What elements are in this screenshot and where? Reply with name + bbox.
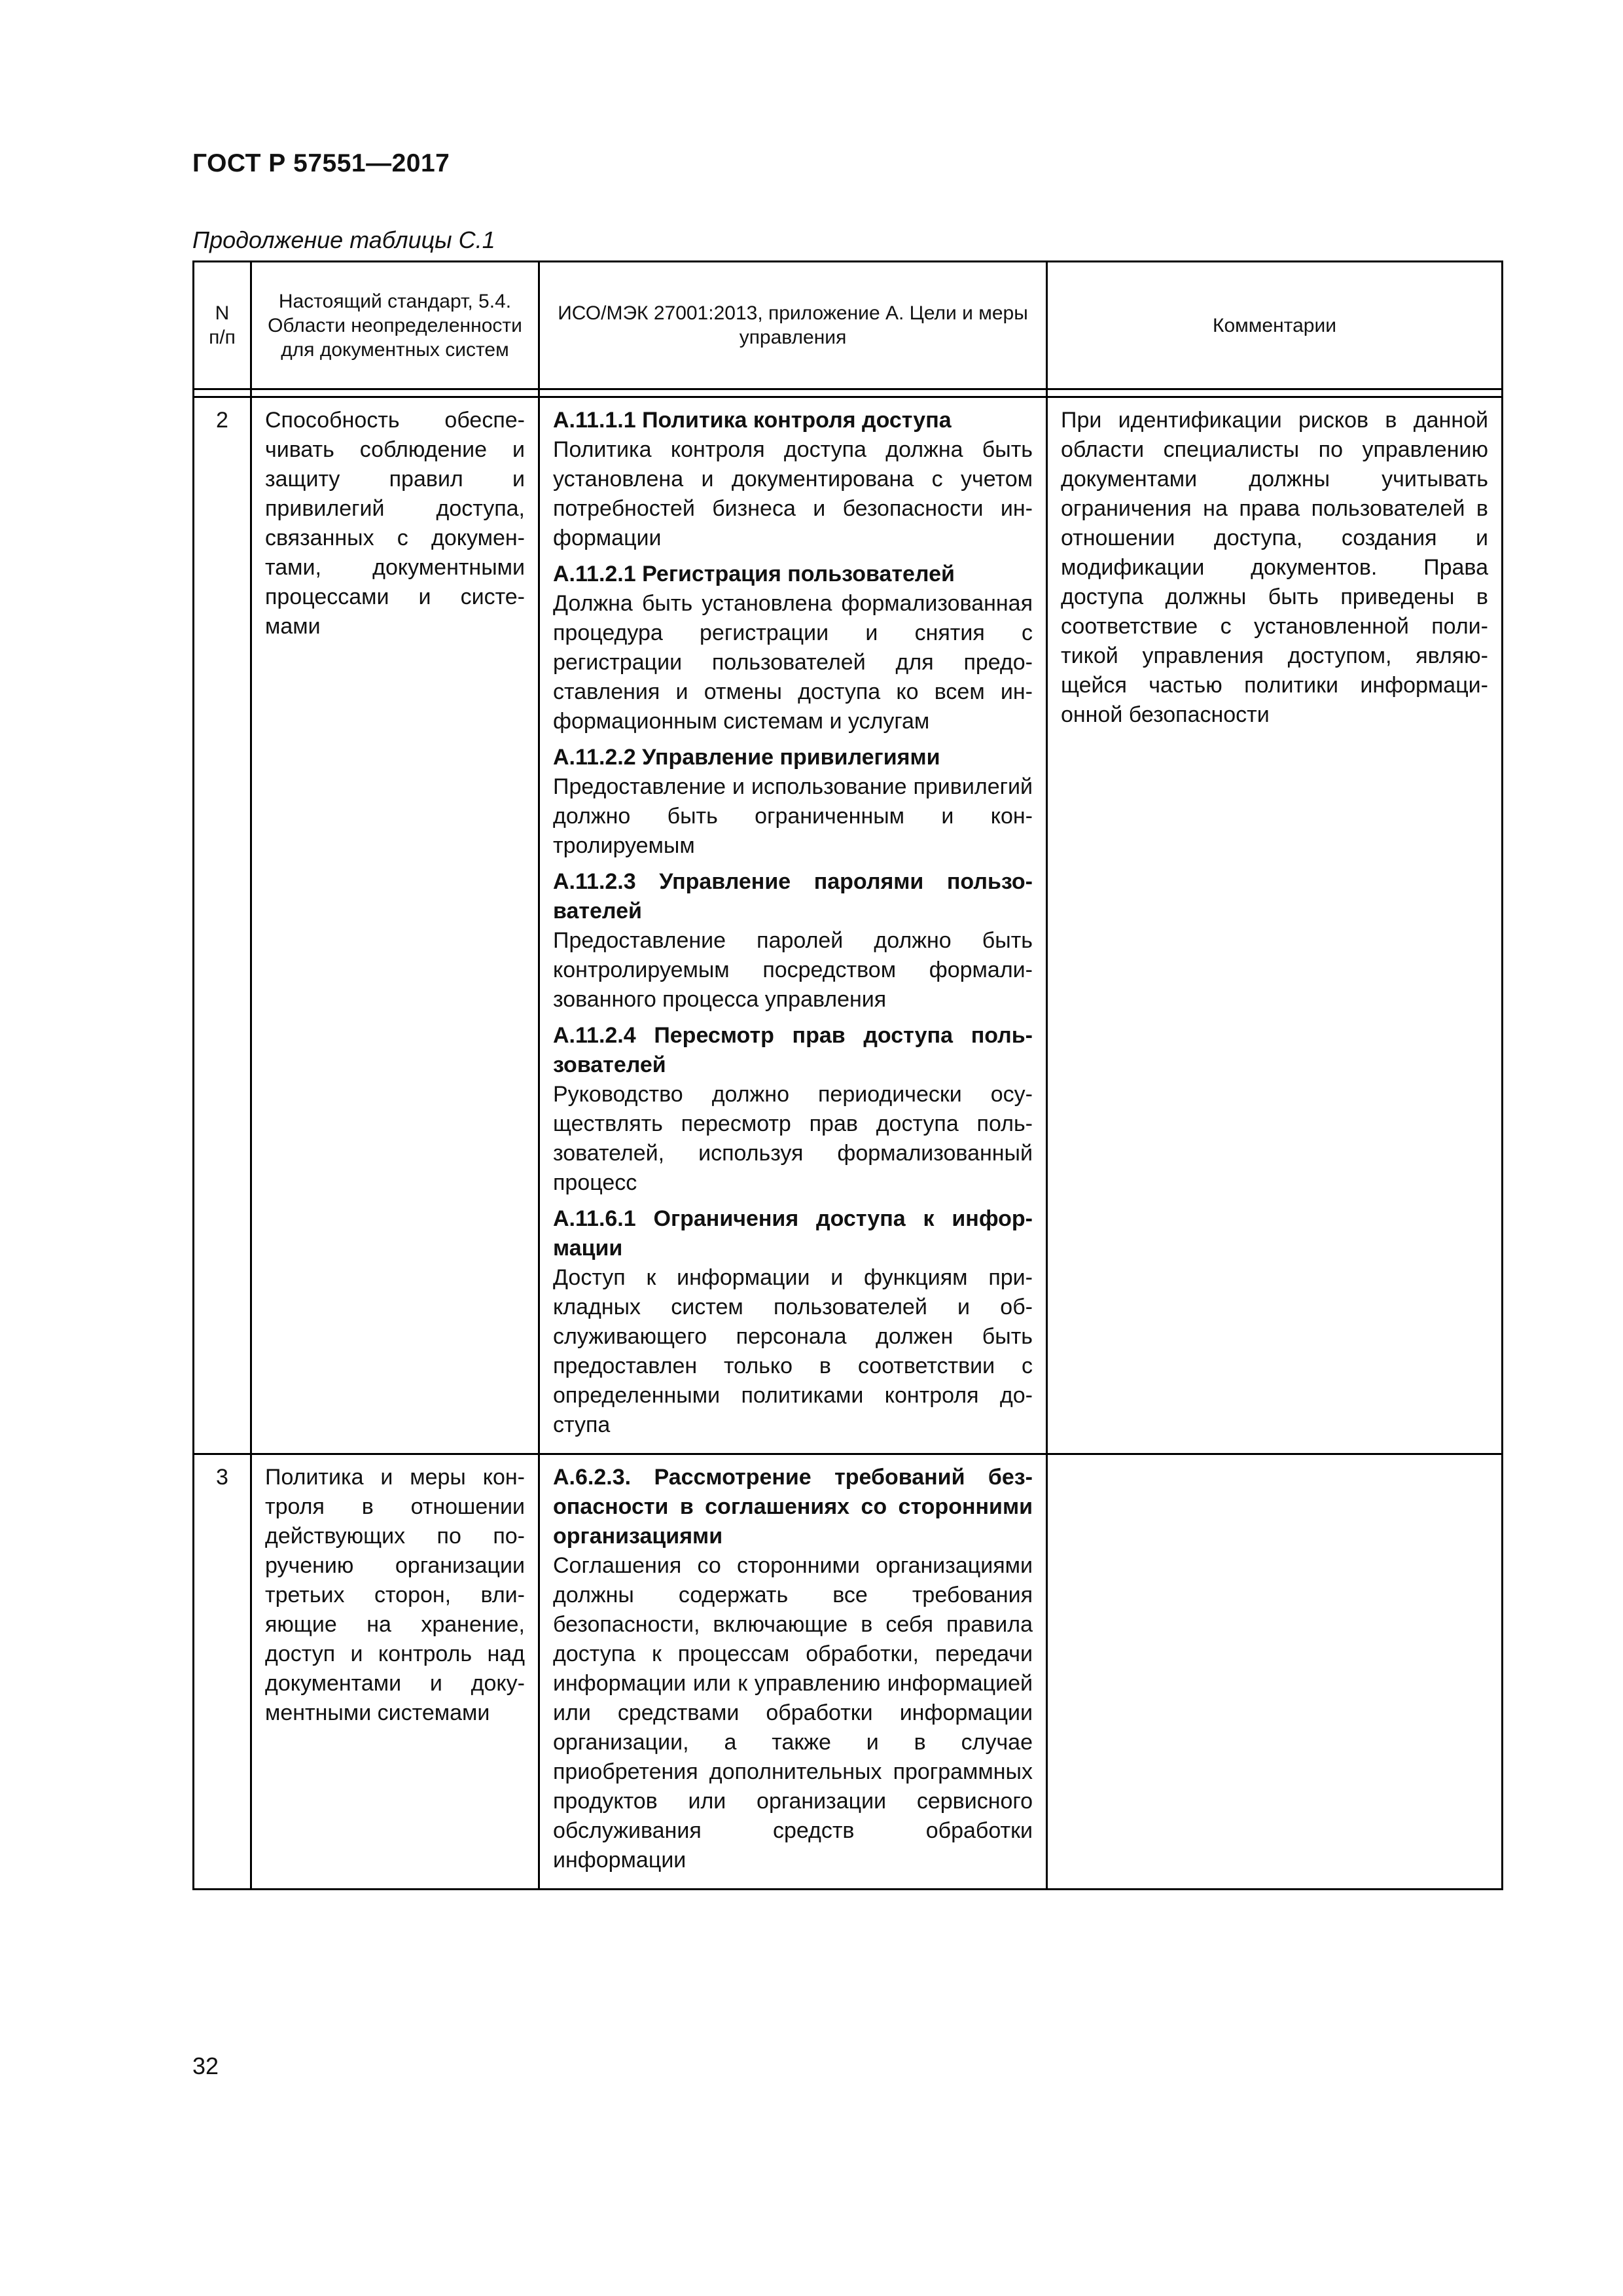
iso-control-title: А.6.2.3. Рассмотрение требований безопасности в соглашениях со сторонними организациями (553, 1465, 1033, 1549)
iso-control-title: А.11.2.3 Управление паролями пользователей (553, 869, 1033, 924)
row-area: Политика и меры контроля в отношении действующих по поручению организации третьих сторон, влияющие на хранение, доступ и контроль над документами и документными системами (251, 1454, 539, 1890)
iso-control (553, 867, 1033, 1014)
row-iso-controls (539, 397, 1047, 1454)
header-separator (194, 389, 1503, 397)
header-area: Настоящий стандарт, 5.4. Области неопределенности для документных систем (251, 262, 539, 389)
iso-control (553, 1204, 1033, 1440)
row-iso-controls (539, 1454, 1047, 1890)
iso-control-desc: Доступ к информации и функциям прикладных систем пользователей и обслуживающего персонала должен быть предоставлен только в соответствии с определенными политиками контроля доступа (553, 1265, 1033, 1437)
page-number: 32 (192, 2053, 219, 2079)
iso-control-desc: Должна быть установлена формализованная процедура регистрации и снятия с регистрации пользователей для предоставления и отмены доступа ко всем информационным системам и услугам (553, 591, 1033, 734)
iso-control-title: А.11.2.2 Управление привилегиями (553, 745, 940, 770)
iso-control-title: А.11.2.4 Пересмотр прав доступа пользователей (553, 1023, 1033, 1077)
iso-control-desc: Предоставление и использование привилегий должно быть ограниченным и контролируемым (553, 774, 1033, 858)
iso-control (553, 1463, 1033, 1875)
iso-control-title: А.11.1.1 Политика контроля доступа (553, 408, 952, 433)
iso-control-desc: Предоставление паролей должно быть контролируемым посредством формализованного процесса управления (553, 928, 1033, 1012)
row-number: 2 (194, 397, 251, 1454)
document-code: ГОСТ Р 57551—2017 (192, 149, 450, 177)
iso-control (553, 1021, 1033, 1198)
row-area: Способность обеспечивать соблюдение и защиту правил и привилегий доступа, связанных с документами, документными процессами и системами (251, 397, 539, 1454)
iso-control-desc: Руководство должно периодически осуществлять пересмотр прав доступа пользователей, используя формализованный процесс (553, 1082, 1033, 1195)
iso-control-desc: Соглашения со сторонними организациями должны содержать все требования безопасности, включающие в себя правила доступа к процессам обработки, передачи информации или к управлению информацией или средствами обработки информации организации, а также и в случае приобретения дополнительных программных продуктов или организации сервисного обслуживания средств обработки информации (553, 1553, 1033, 1873)
table-caption: Продолжение таблицы С.1 (192, 226, 495, 253)
iso-control-desc: Политика контроля доступа должна быть установлена и документирована с учетом потребностей бизнеса и безопасности информации (553, 437, 1033, 550)
header-iso: ИСО/МЭК 27001:2013, приложение А. Цели и меры управления (539, 262, 1047, 389)
iso-control (553, 406, 1033, 553)
iso-control (553, 560, 1033, 736)
header-comment: Комментарии (1047, 262, 1503, 389)
table-header-row (194, 262, 1503, 389)
iso-control-title: А.11.6.1 Ограничения доступа к информации (553, 1206, 1033, 1261)
iso-control (553, 743, 1033, 861)
header-num: N п/п (194, 262, 251, 389)
row-comment: При идентификации рисков в данной области специалисты по управлению документами должны учитывать ограничения на права пользователей в отношении доступа, создания и модификации документов. Права доступа должны быть приведены в соответствие с установленной политикой управления доступом, являющейся частью политики информационной безопасности (1047, 397, 1503, 1454)
iso-control-title: А.11.2.1 Регистрация пользователей (553, 562, 955, 586)
row-number: 3 (194, 1454, 251, 1890)
table-row (194, 1454, 1503, 1890)
table-row (194, 397, 1503, 1454)
controls-table (192, 260, 1503, 1890)
row-comment (1047, 1454, 1503, 1890)
